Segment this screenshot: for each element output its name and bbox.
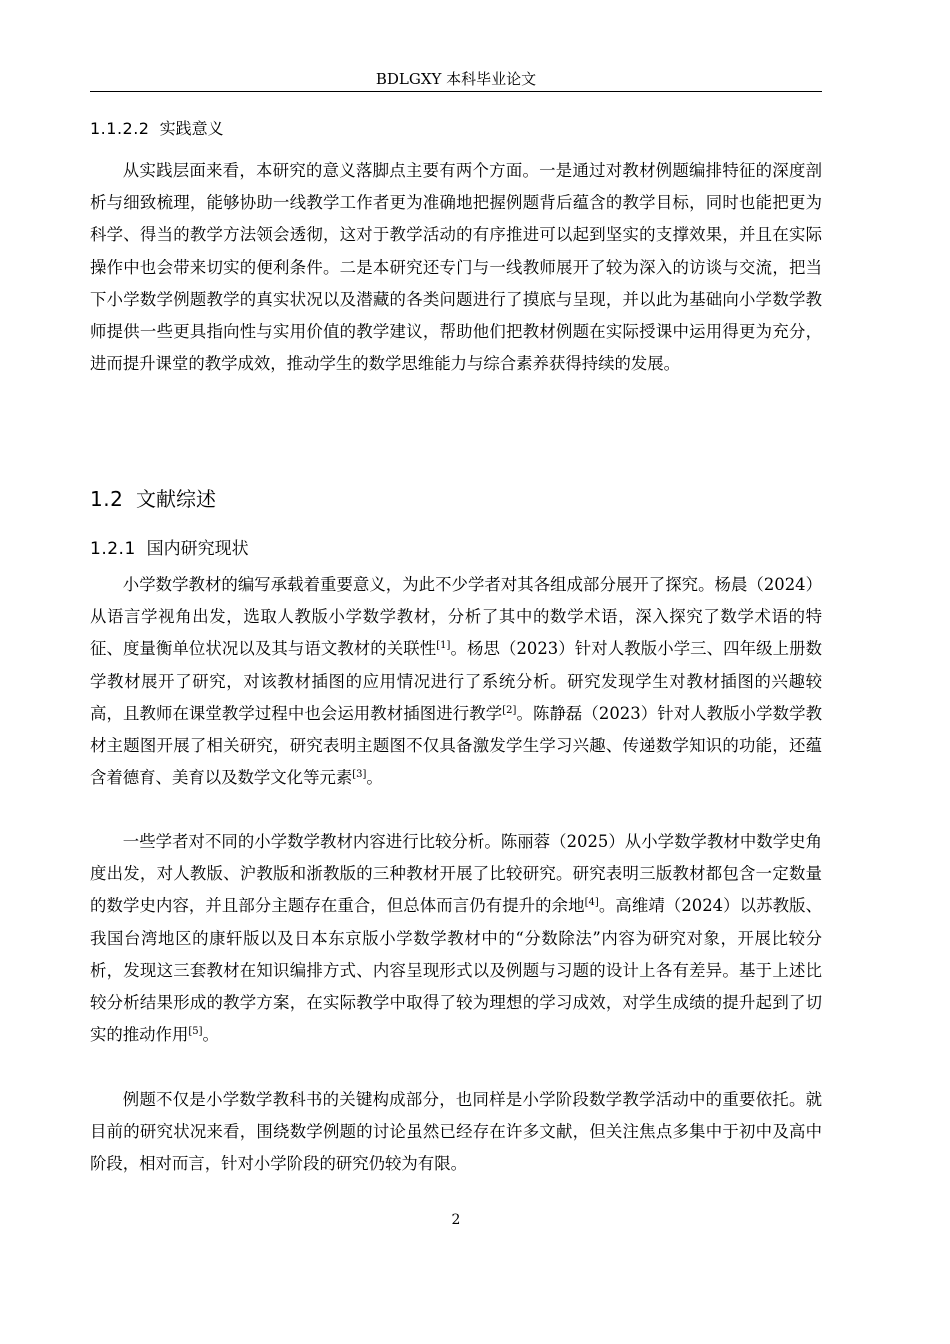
- section-number: 1.2.1: [90, 539, 136, 559]
- paragraph-textbook-components: [90, 569, 822, 794]
- section-heading-domestic-research: [90, 536, 249, 562]
- section-number: 1.1.2.2: [90, 119, 150, 138]
- section-heading-practical-significance: [90, 117, 224, 141]
- section-title: 文献综述: [136, 487, 217, 511]
- citation-3: [3]: [352, 769, 367, 781]
- citation-5: [5]: [188, 1026, 203, 1038]
- paragraph-text: 。: [366, 768, 383, 788]
- paragraph-text: 。杨思（2023）针对人教版小学三、四年级上册数学教材展开了研究，对该教材插图的应用情况进行了系统分析。研究发现学生对教材插图的兴趣较高，且教师在课堂教学过程中也会运用教材插图进行教学: [90, 639, 822, 723]
- paragraph-text: 一些学者对不同的小学数学教材内容进行比较分析。陈丽蓉（2025）从小学数学教材中数学史角度出发，对人教版、沪教版和浙教版的三种教材开展了比较研究。研究表明三版教材都包含一定数量的数学史内容，并且部分主题存在重合，但总体而言仍有提升的余地: [90, 832, 822, 916]
- header-rule: [90, 91, 822, 92]
- running-header-title: BDLGXY 本科毕业论文: [375, 70, 537, 88]
- section-heading-literature-review: [90, 484, 216, 514]
- citation-1: [1]: [436, 640, 451, 652]
- paragraph-text: 。高维靖（2024）以苏教版、我国台湾地区的康轩版以及日本东京版小学数学教材中的“分数除法”内容为研究对象，开展比较分析，发现这三套教材在知识编排方式、内容呈现形式以及例题与习题的设计上各有差异。基于上述比较分析结果形成的教学方案，在实际教学中取得了较为理想的学习成效，对学生成绩的提升起到了切实的推动作用: [90, 896, 823, 1045]
- paragraph-practical-significance: 从实践层面来看，本研究的意义落脚点主要有两个方面。一是通过对教材例题编排特征的深度剖析与细致梳理，能够协助一线教学工作者更为准确地把握例题背后蕴含的教学目标，同时也能把更为科学、得当的教学方法领会透彻，这对于教学活动的有序推进可以起到坚实的支撑效果，并且在实际操作中也会带来切实的便利条件。二是本研究还专门与一线教师展开了较为深入的访谈与交流，把当下小学数学例题教学的真实状况以及潜藏的各类问题进行了摸底与呈现，并以此为基础向小学数学教师提供一些更具指向性与实用价值的教学建议，帮助他们把教材例题在实际授课中运用得更为充分，进而提升课堂的教学成效，推动学生的数学思维能力与综合素养获得持续的发展。: [90, 161, 822, 374]
- section-title: 实践意义: [159, 119, 224, 138]
- paragraph-text: 。陈静磊（2023）针对人教版小学数学教材主题图开展了相关研究，研究表明主题图不仅具备激发学生学习兴趣、传递数学知识的功能，还蕴含着德育、美育以及数学文化等元素: [90, 703, 822, 788]
- paragraph-text: 小学数学教材的编写承载着重要意义，为此不少学者对其各组成部分展开了探究。杨晨（2024）从语言学视角出发，选取人教版小学数学教材，分析了其中的数学术语，深入探究了数学术语的特征、度量衡单位状况以及其与语文教材的关联性: [90, 575, 822, 659]
- section-number: 1.2: [90, 487, 124, 511]
- paragraph-example-problems: 例题不仅是小学数学教科书的关键构成部分，也同样是小学阶段数学教学活动中的重要依托。就目前的研究状况来看，围绕数学例题的讨论虽然已经存在许多文献，但关注焦点多集中于初中及高中阶段，相对而言，针对小学阶段的研究仍较为有限。: [90, 1090, 822, 1174]
- page-number: 2: [451, 1212, 461, 1228]
- citation-4: [4]: [584, 897, 599, 909]
- section-title: 国内研究现状: [146, 539, 249, 559]
- paragraph-text: 。: [202, 1025, 219, 1045]
- paragraph-textbook-comparison: [90, 826, 822, 1051]
- citation-2: [2]: [502, 704, 517, 716]
